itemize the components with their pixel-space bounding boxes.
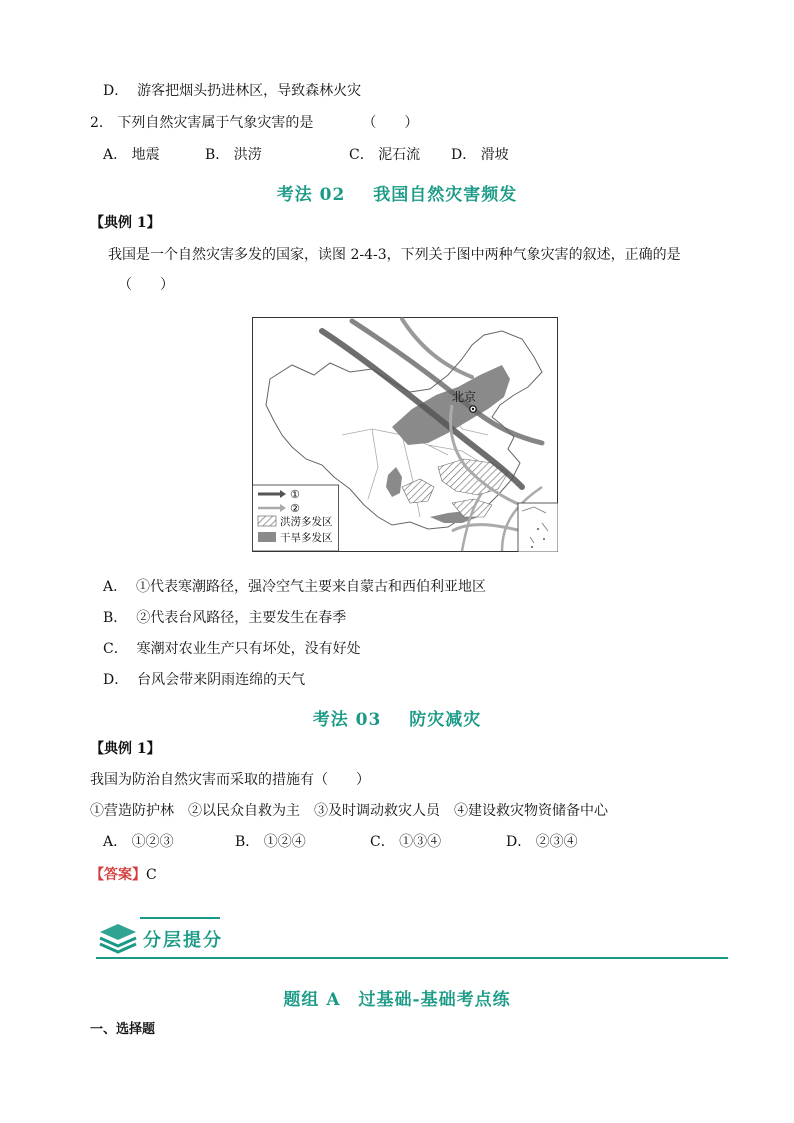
legend-item-drought: 干旱多发区 — [280, 532, 333, 544]
example-option-d — [103, 670, 305, 690]
question-items: ①营造防护林 ②以民众自救为主 ③及时调动救灾人员 ④建设救灾物资储备中心 — [90, 803, 608, 819]
layers-icon — [96, 914, 140, 960]
disaster-map — [252, 317, 558, 552]
part1-title: 一、选择题 — [90, 1022, 156, 1037]
section3-heading — [0, 705, 794, 730]
question-stem: 我国是一个自然灾害多发的国家，读图 2-4-3，下列关于图中两种气象灾害的叙述，正确的是 — [108, 247, 681, 263]
option-label: A． — [103, 147, 128, 163]
example-option-c — [103, 639, 361, 659]
group-a-title: 题组 A 过基础-基础考点练 — [283, 990, 511, 1010]
answer-value: C — [146, 867, 157, 883]
option-text: 泥石流 — [378, 147, 421, 163]
option-text: ①③④ — [399, 834, 442, 850]
option-label: D． — [103, 672, 129, 688]
option-label: B． — [205, 147, 230, 163]
option-label: A． — [103, 579, 128, 595]
option-label: B． — [235, 834, 260, 850]
banner-title: 分层提分 — [143, 930, 223, 951]
q2-option-d — [451, 145, 509, 165]
option-text: 寒潮对农业生产只有坏处，没有好处 — [136, 641, 361, 657]
section-title: 我国自然灾害频发 — [373, 185, 518, 205]
q2-stem: 2． 下列自然灾害属于气象灾害的是 （ ） — [90, 115, 419, 131]
option-text: 滑坡 — [480, 147, 509, 163]
option-label: A． — [103, 834, 128, 850]
option-text: 地震 — [131, 147, 160, 163]
option-label: C． — [103, 641, 128, 657]
example-tag: 【典例 1】 — [90, 741, 161, 757]
q2-option-a — [103, 145, 160, 165]
option-label: D． — [506, 834, 532, 850]
q2-option-c — [349, 145, 420, 165]
answer — [90, 864, 157, 884]
banner-rule — [96, 957, 728, 959]
question-paren: （ ） — [118, 277, 174, 293]
q1-option-d — [103, 81, 361, 101]
example-option-a — [103, 577, 486, 597]
section2-heading — [0, 180, 794, 205]
beijing-label: 北京 — [452, 390, 477, 404]
option-label: C． — [370, 834, 395, 850]
example-option-b — [103, 608, 346, 628]
banner-top-rule — [140, 917, 220, 919]
option-label: B． — [103, 610, 128, 626]
example-option-a — [103, 832, 174, 852]
legend-item-cold-wave: ① — [290, 488, 300, 501]
example-option-b — [235, 832, 306, 852]
legend-item-flood: 洪涝多发区 — [280, 516, 333, 528]
option-text: 游客把烟头扔进林区，导致森林火灾 — [137, 83, 362, 99]
option-label: D． — [103, 83, 129, 99]
section-number: 考法 03 — [312, 710, 382, 730]
option-text: ②代表台风路径，主要发生在春季 — [136, 610, 347, 626]
option-text: ②③④ — [535, 834, 578, 850]
example-tag: 【典例 1】 — [90, 215, 161, 231]
q2-option-b — [205, 145, 262, 165]
legend-item-typhoon: ② — [290, 502, 300, 515]
question-stem: 我国为防治自然灾害而采取的措施有（ ） — [90, 772, 370, 788]
section-title: 防灾减灾 — [409, 710, 482, 730]
option-label: C． — [349, 147, 374, 163]
option-text: 洪涝 — [233, 147, 262, 163]
section-number: 考法 02 — [276, 185, 346, 205]
option-text: ①②③ — [131, 834, 174, 850]
answer-label: 【答案】 — [90, 867, 146, 883]
option-text: ①②④ — [263, 834, 306, 850]
example-option-d — [506, 832, 578, 852]
option-text: 台风会带来阴雨连绵的天气 — [137, 672, 306, 688]
option-text: ①代表寒潮路径，强冷空气主要来自蒙古和西伯利亚地区 — [136, 579, 487, 595]
example-option-c — [370, 832, 441, 852]
option-label: D． — [451, 147, 477, 163]
